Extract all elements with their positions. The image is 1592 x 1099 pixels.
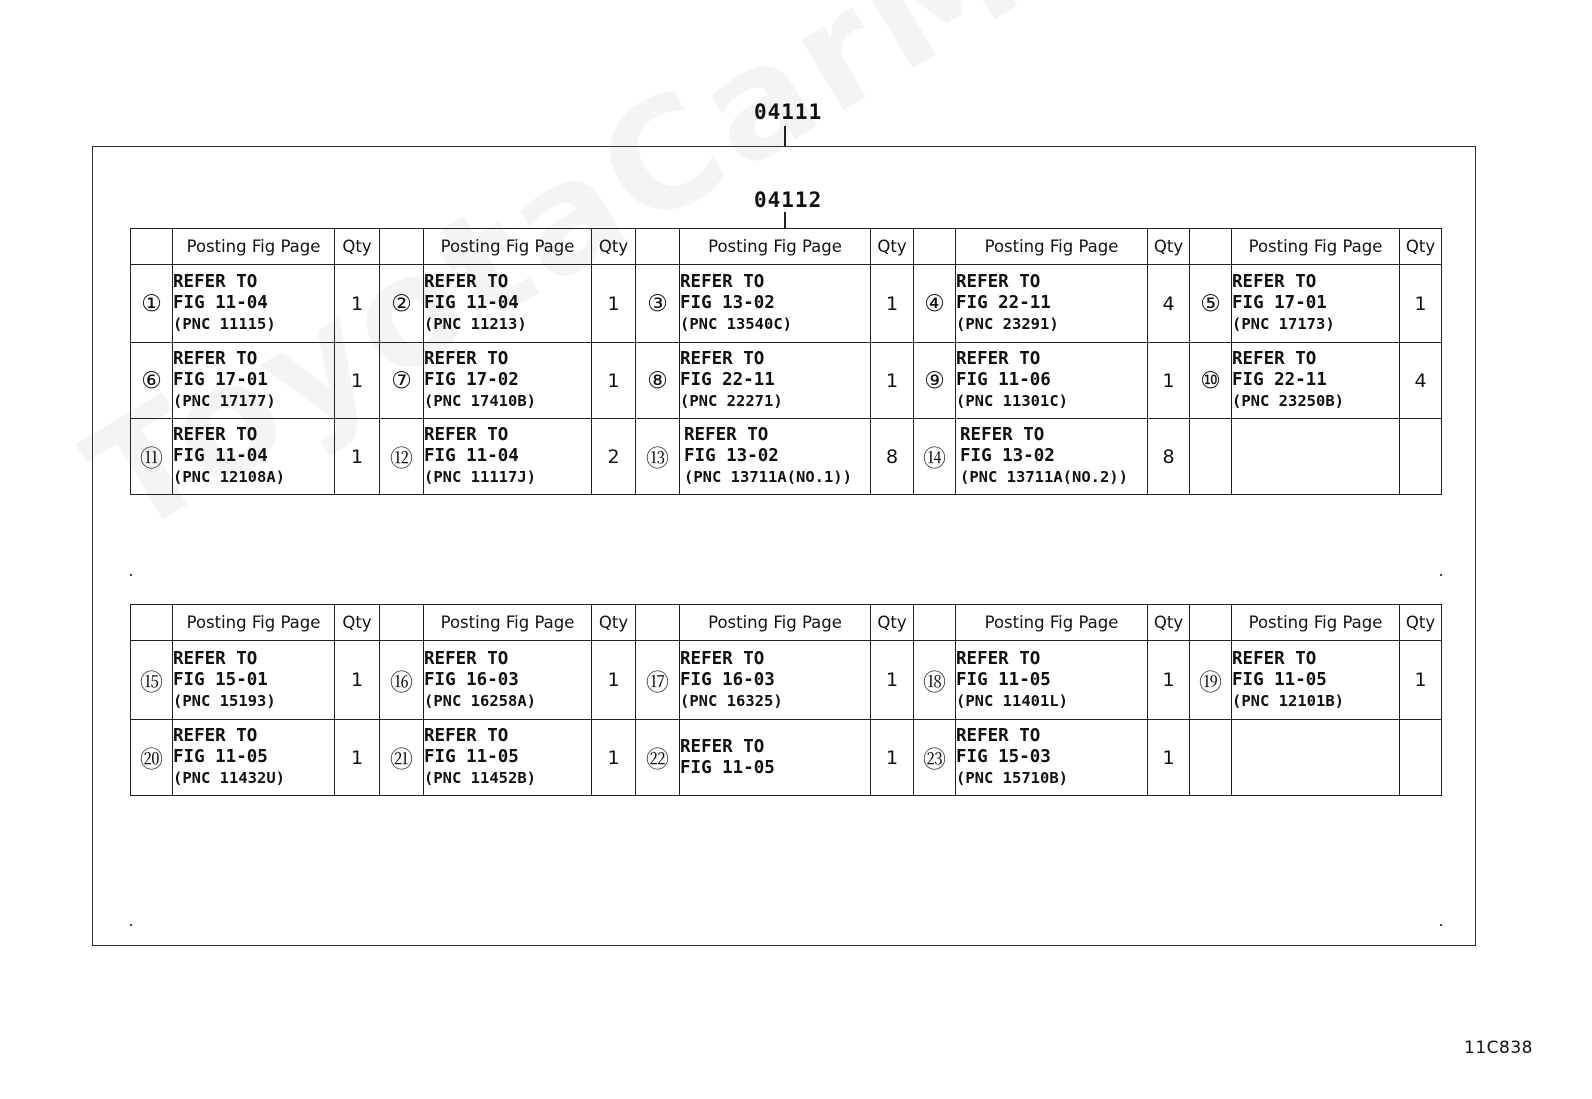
- item-number: [1190, 419, 1232, 495]
- pnc-number: (PNC 17177): [173, 392, 276, 410]
- quantity: 1: [335, 343, 380, 419]
- pnc-number: (PNC 11213): [424, 315, 527, 333]
- posting-fig-page-cell: [424, 265, 592, 343]
- header-posting-fig-page: Posting Fig Page: [956, 229, 1148, 265]
- pnc-number: (PNC 13540C): [680, 315, 792, 333]
- item-number: ⑱: [914, 641, 956, 720]
- quantity: 2: [592, 419, 636, 495]
- item-number: ㉓: [914, 720, 956, 796]
- item-number: ㉑: [380, 720, 424, 796]
- fig-reference: FIG 16-03: [424, 669, 519, 690]
- header-blank: [1190, 605, 1232, 641]
- refer-to-text: REFER TO: [956, 648, 1041, 669]
- inner-assembly-label: 04112: [754, 188, 823, 212]
- fig-reference: FIG 13-02: [684, 446, 779, 466]
- posting-fig-page-cell: [424, 720, 592, 796]
- posting-fig-page-cell: [173, 419, 335, 495]
- fig-reference: FIG 11-04: [424, 293, 519, 313]
- posting-fig-page-cell: [680, 641, 871, 720]
- header-posting-fig-page: Posting Fig Page: [680, 605, 871, 641]
- header-qty: Qty: [1148, 605, 1190, 641]
- header-blank: [131, 229, 173, 265]
- header-posting-fig-page: Posting Fig Page: [1232, 229, 1400, 265]
- table-row: [131, 343, 1442, 419]
- header-blank: [1190, 229, 1232, 265]
- diagram-code: 11C838: [1464, 1038, 1533, 1058]
- pnc-number: (PNC 11432U): [173, 769, 285, 787]
- refer-to-text: REFER TO: [173, 726, 258, 746]
- refer-to-text: REFER TO: [424, 425, 509, 445]
- posting-fig-page-cell: [680, 343, 871, 419]
- fig-reference: FIG 11-04: [424, 446, 519, 466]
- item-number: ⑮: [131, 641, 173, 720]
- outer-assembly-label: 04111: [754, 100, 823, 124]
- header-posting-fig-page: Posting Fig Page: [956, 605, 1148, 641]
- fig-reference: FIG 17-02: [424, 370, 519, 390]
- posting-fig-page-cell: [1232, 343, 1400, 419]
- pnc-number: (PNC 12101B): [1232, 691, 1344, 710]
- quantity: 1: [871, 343, 914, 419]
- quantity: 1: [871, 720, 914, 796]
- fig-reference: FIG 11-05: [1232, 669, 1327, 690]
- posting-fig-page-cell: [1232, 265, 1400, 343]
- refer-to-text: REFER TO: [684, 425, 769, 445]
- header-posting-fig-page: Posting Fig Page: [173, 229, 335, 265]
- refer-to-text: REFER TO: [424, 272, 509, 292]
- item-number: ⑥: [131, 343, 173, 419]
- parts-table-2: [130, 604, 1442, 796]
- refer-to-text: REFER TO: [173, 349, 258, 369]
- pnc-number: (PNC 17173): [1232, 315, 1335, 333]
- posting-fig-page-cell: [1232, 720, 1400, 796]
- pnc-number: (PNC 13711A(NO.2)): [960, 468, 1128, 486]
- fig-reference: FIG 11-05: [173, 747, 268, 767]
- pnc-number: (PNC 13711A(NO.1)): [684, 468, 852, 486]
- header-qty: Qty: [592, 229, 636, 265]
- header-qty: Qty: [871, 605, 914, 641]
- item-number: ⑲: [1190, 641, 1232, 720]
- corner-mark: [130, 924, 132, 926]
- refer-to-text: REFER TO: [956, 349, 1041, 369]
- posting-fig-page-cell: [173, 641, 335, 720]
- item-number: ④: [914, 265, 956, 343]
- fig-reference: FIG 11-05: [956, 669, 1051, 690]
- quantity: 1: [1400, 265, 1442, 343]
- item-number: ⑧: [636, 343, 680, 419]
- header-qty: Qty: [1400, 605, 1442, 641]
- header-posting-fig-page: Posting Fig Page: [1232, 605, 1400, 641]
- posting-fig-page-cell: [956, 419, 1148, 495]
- item-number: ⑰: [636, 641, 680, 720]
- quantity: 1: [1148, 641, 1190, 720]
- fig-reference: FIG 22-11: [956, 293, 1051, 313]
- fig-reference: FIG 15-01: [173, 669, 268, 690]
- table-header-row: [131, 229, 1442, 265]
- pnc-number: (PNC 22271): [680, 392, 783, 410]
- header-qty: Qty: [335, 605, 380, 641]
- fig-reference: FIG 15-03: [956, 747, 1051, 767]
- item-number: ⑩: [1190, 343, 1232, 419]
- header-blank: [914, 605, 956, 641]
- item-number: ⑫: [380, 419, 424, 495]
- inner-label-leader: [784, 212, 786, 228]
- item-number: ⑭: [914, 419, 956, 495]
- refer-to-text: REFER TO: [1232, 272, 1317, 292]
- pnc-number: (PNC 17410B): [424, 392, 536, 410]
- fig-reference: FIG 11-06: [956, 370, 1051, 390]
- quantity: 1: [335, 265, 380, 343]
- header-blank: [380, 605, 424, 641]
- pnc-number: (PNC 23250B): [1232, 392, 1344, 410]
- quantity: 1: [335, 641, 380, 720]
- item-number: ⑨: [914, 343, 956, 419]
- fig-reference: FIG 11-05: [680, 757, 775, 778]
- header-blank: [636, 605, 680, 641]
- parts-table-1: [130, 228, 1442, 495]
- refer-to-text: REFER TO: [956, 272, 1041, 292]
- posting-fig-page-cell: [680, 720, 871, 796]
- refer-to-text: REFER TO: [424, 349, 509, 369]
- header-qty: Qty: [335, 229, 380, 265]
- outer-label-leader: [784, 126, 786, 146]
- posting-fig-page-cell: [424, 641, 592, 720]
- quantity: 1: [335, 720, 380, 796]
- item-number: ③: [636, 265, 680, 343]
- header-qty: Qty: [871, 229, 914, 265]
- item-number: ⑬: [636, 419, 680, 495]
- header-qty: Qty: [1148, 229, 1190, 265]
- quantity: 1: [871, 265, 914, 343]
- item-number: ⑦: [380, 343, 424, 419]
- posting-fig-page-cell: [424, 343, 592, 419]
- quantity: 1: [871, 641, 914, 720]
- corner-mark: [1440, 924, 1442, 926]
- quantity: 1: [592, 720, 636, 796]
- refer-to-text: REFER TO: [680, 349, 765, 369]
- table-row: [131, 720, 1442, 796]
- item-number: ⑤: [1190, 265, 1232, 343]
- pnc-number: (PNC 11115): [173, 315, 276, 333]
- fig-reference: FIG 11-04: [173, 446, 268, 466]
- pnc-number: (PNC 23291): [956, 315, 1059, 333]
- item-number: ①: [131, 265, 173, 343]
- fig-reference: FIG 22-11: [680, 370, 775, 390]
- quantity: 1: [1148, 720, 1190, 796]
- pnc-number: (PNC 15193): [173, 691, 276, 710]
- pnc-number: (PNC 11401L): [956, 691, 1068, 710]
- refer-to-text: REFER TO: [1232, 349, 1317, 369]
- posting-fig-page-cell: [1232, 641, 1400, 720]
- posting-fig-page-cell: [173, 720, 335, 796]
- fig-reference: FIG 22-11: [1232, 370, 1327, 390]
- item-number: [1190, 720, 1232, 796]
- header-qty: Qty: [592, 605, 636, 641]
- quantity: 1: [1400, 641, 1442, 720]
- refer-to-text: REFER TO: [956, 726, 1041, 746]
- header-posting-fig-page: Posting Fig Page: [680, 229, 871, 265]
- posting-fig-page-cell: [173, 265, 335, 343]
- refer-to-text: REFER TO: [173, 425, 258, 445]
- table-header-row: [131, 605, 1442, 641]
- item-number: ②: [380, 265, 424, 343]
- refer-to-text: REFER TO: [424, 648, 509, 669]
- quantity: 8: [1148, 419, 1190, 495]
- table-row: [131, 265, 1442, 343]
- posting-fig-page-cell: [956, 343, 1148, 419]
- posting-fig-page-cell: [956, 265, 1148, 343]
- posting-fig-page-cell: [424, 419, 592, 495]
- header-posting-fig-page: Posting Fig Page: [424, 605, 592, 641]
- posting-fig-page-cell: [1232, 419, 1400, 495]
- header-posting-fig-page: Posting Fig Page: [424, 229, 592, 265]
- posting-fig-page-cell: [956, 720, 1148, 796]
- fig-reference: FIG 17-01: [1232, 293, 1327, 313]
- quantity: 8: [871, 419, 914, 495]
- header-blank: [131, 605, 173, 641]
- refer-to-text: REFER TO: [173, 272, 258, 292]
- fig-reference: FIG 16-03: [680, 669, 775, 690]
- item-number: ㉒: [636, 720, 680, 796]
- table-row: [131, 641, 1442, 720]
- posting-fig-page-cell: [680, 419, 871, 495]
- posting-fig-page-cell: [680, 265, 871, 343]
- quantity: 1: [335, 419, 380, 495]
- header-blank: [914, 229, 956, 265]
- refer-to-text: REFER TO: [680, 736, 765, 757]
- refer-to-text: REFER TO: [424, 726, 509, 746]
- header-blank: [380, 229, 424, 265]
- pnc-number: (PNC 16325): [680, 691, 783, 710]
- fig-reference: FIG 17-01: [173, 370, 268, 390]
- posting-fig-page-cell: [173, 343, 335, 419]
- pnc-number: (PNC 11452B): [424, 769, 536, 787]
- item-number: ⑳: [131, 720, 173, 796]
- header-qty: Qty: [1400, 229, 1442, 265]
- quantity: 4: [1400, 343, 1442, 419]
- item-number: ⑪: [131, 419, 173, 495]
- posting-fig-page-cell: [956, 641, 1148, 720]
- fig-reference: FIG 11-04: [173, 293, 268, 313]
- table-row: [131, 419, 1442, 495]
- pnc-number: (PNC 11301C): [956, 392, 1068, 410]
- pnc-number: (PNC 11117J): [424, 468, 536, 486]
- refer-to-text: REFER TO: [1232, 648, 1317, 669]
- refer-to-text: REFER TO: [680, 272, 765, 292]
- fig-reference: FIG 13-02: [960, 446, 1055, 466]
- header-posting-fig-page: Posting Fig Page: [173, 605, 335, 641]
- pnc-number: (PNC 12108A): [173, 468, 285, 486]
- quantity: 1: [1148, 343, 1190, 419]
- quantity: [1400, 720, 1442, 796]
- pnc-number: (PNC 16258A): [424, 691, 536, 710]
- fig-reference: FIG 13-02: [680, 293, 775, 313]
- fig-reference: FIG 11-05: [424, 747, 519, 767]
- quantity: 1: [592, 343, 636, 419]
- refer-to-text: REFER TO: [960, 425, 1045, 445]
- corner-mark: [1440, 574, 1442, 576]
- quantity: 1: [592, 641, 636, 720]
- quantity: 4: [1148, 265, 1190, 343]
- pnc-number: (PNC 15710B): [956, 769, 1068, 787]
- quantity: 1: [592, 265, 636, 343]
- quantity: [1400, 419, 1442, 495]
- corner-mark: [130, 574, 132, 576]
- refer-to-text: REFER TO: [680, 648, 765, 669]
- refer-to-text: REFER TO: [173, 648, 258, 669]
- header-blank: [636, 229, 680, 265]
- item-number: ⑯: [380, 641, 424, 720]
